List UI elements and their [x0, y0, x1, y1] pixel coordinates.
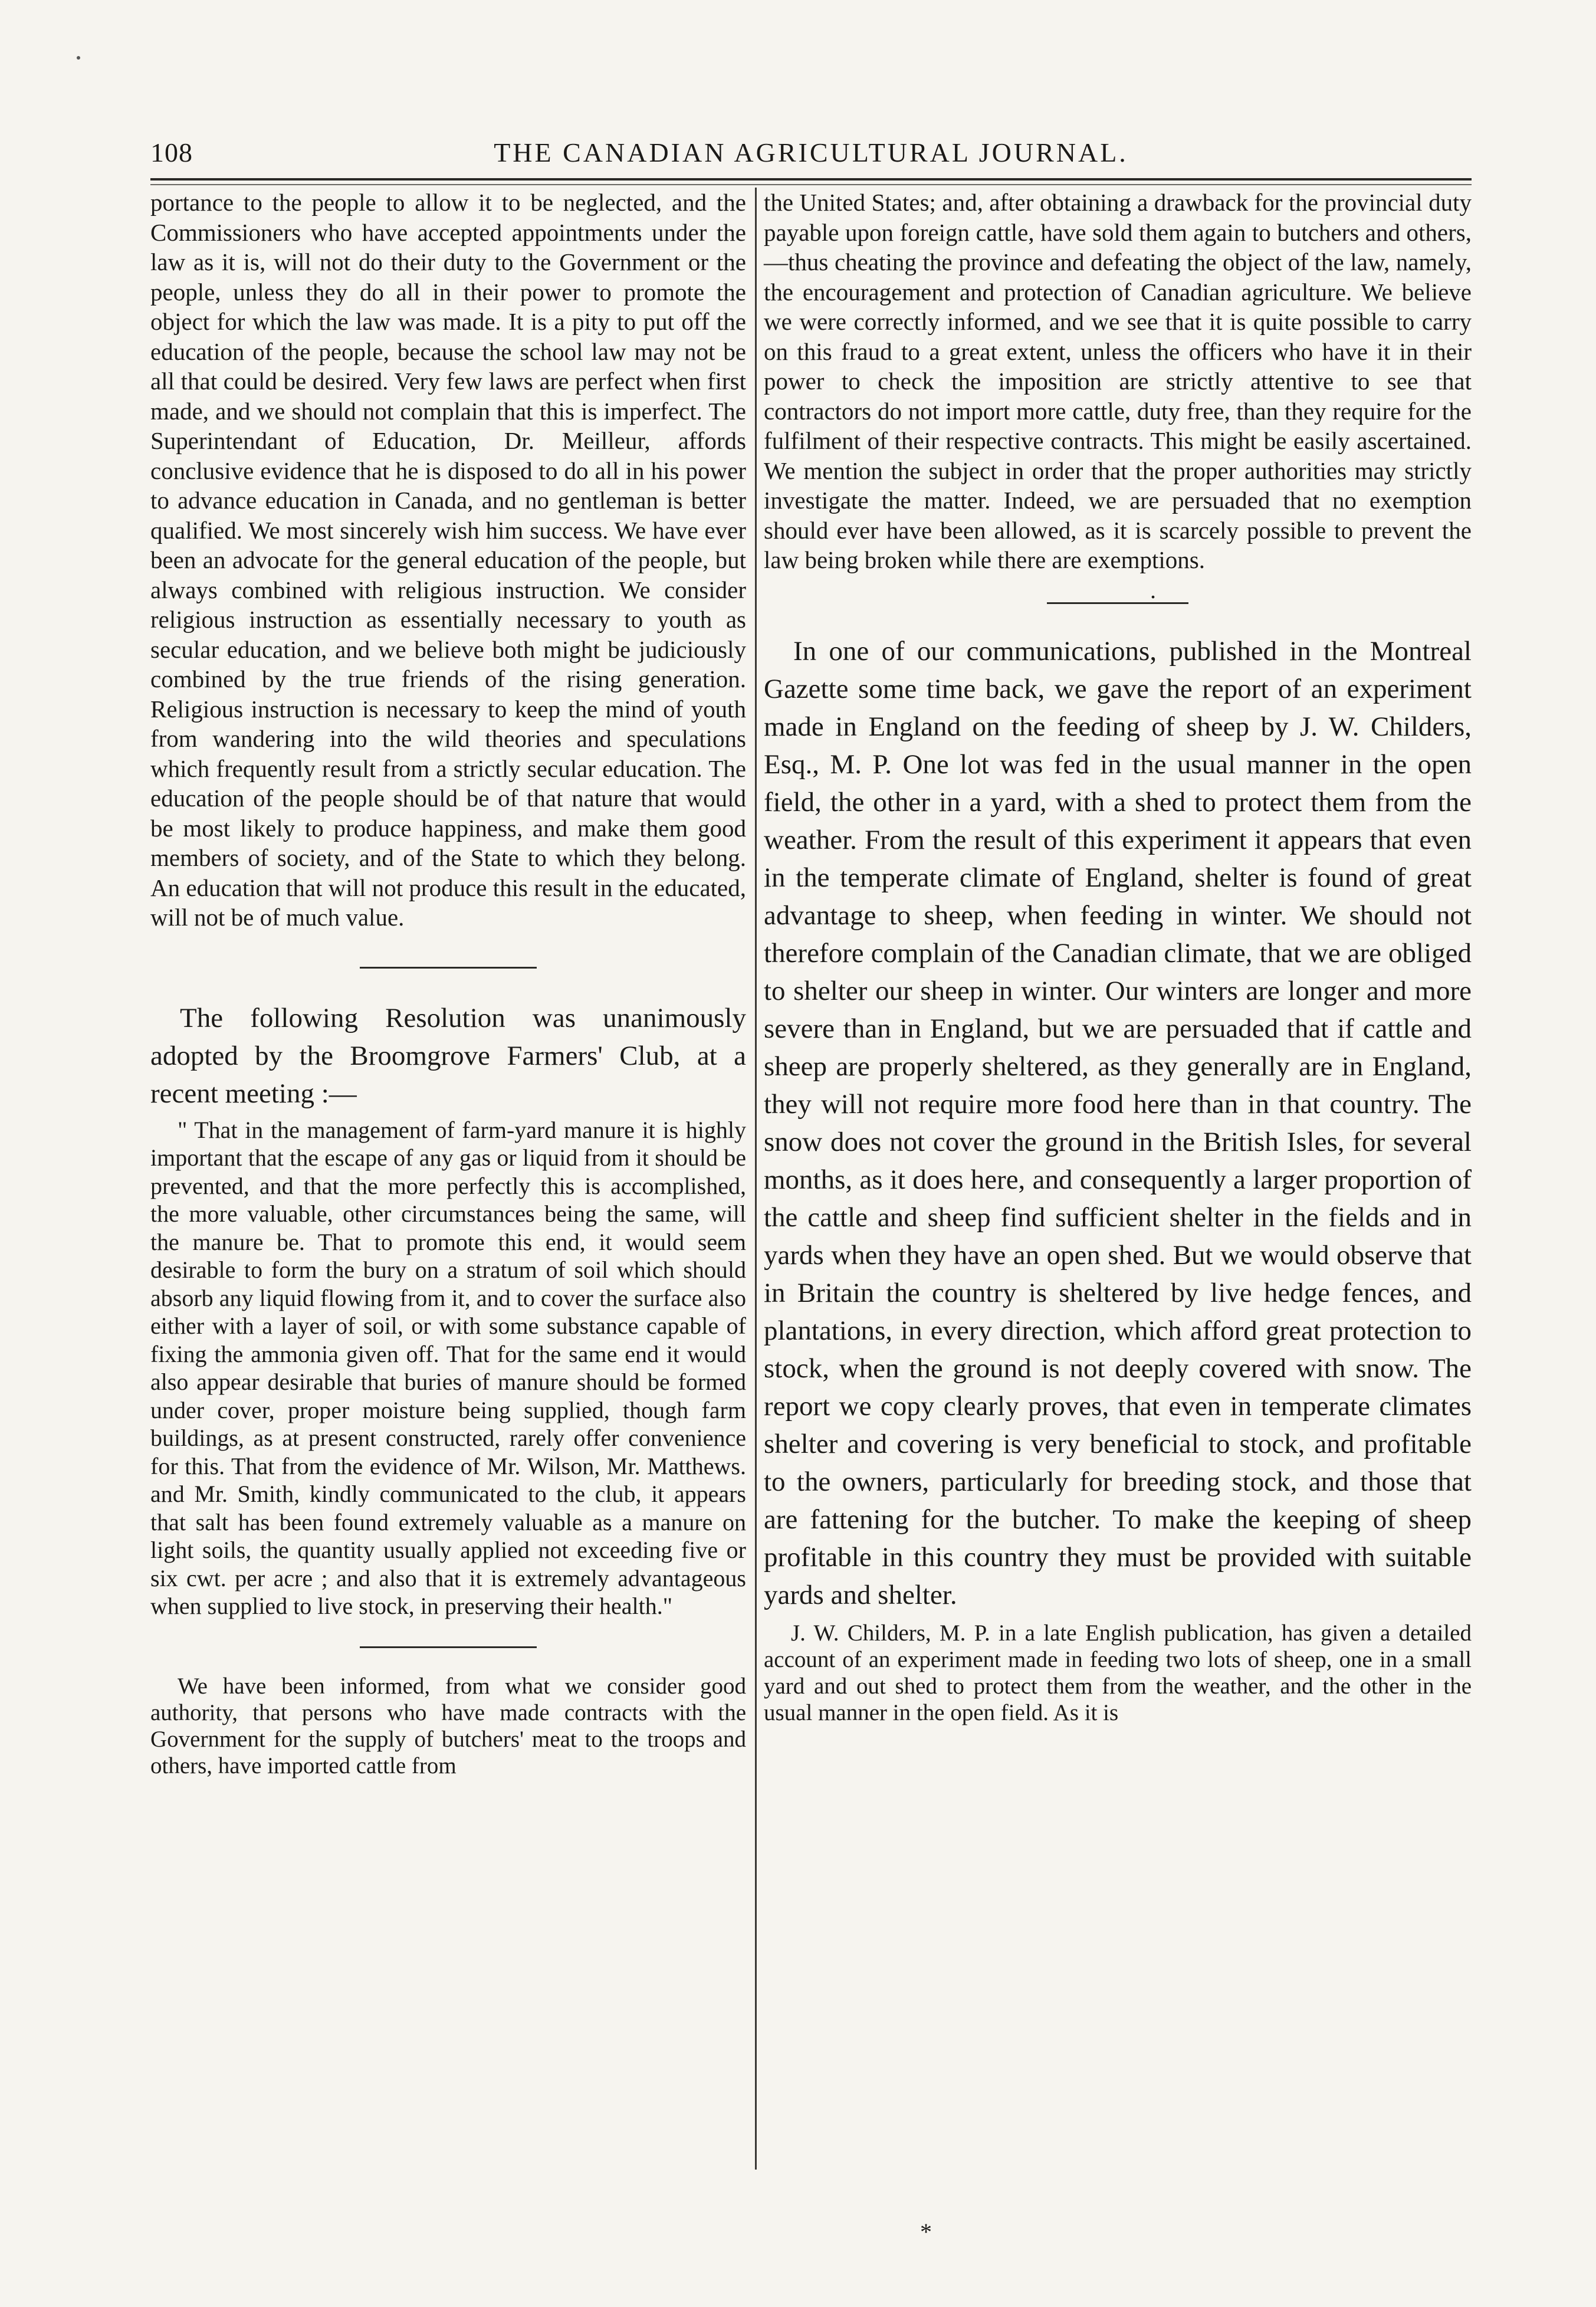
section-separator-rule	[1047, 602, 1188, 604]
section-separator-rule	[360, 1646, 537, 1648]
contracts-paragraph: We have been informed, from what we consider good authority, that persons who have made contracts with the Government for the supply of butchers' meat to the troops and others, have imported cattle from	[150, 1673, 746, 1778]
page-header	[150, 137, 1472, 178]
left-column	[150, 188, 746, 1779]
paper-speck	[77, 56, 80, 60]
right-column	[764, 188, 1472, 1726]
journal-title: THE CANADIAN AGRICULTURAL JOURNAL.	[494, 137, 1128, 168]
sheep-shelter-paragraph: In one of our communications, published in the Montreal Gazette some time back, we gave the report of an experiment made in England on the feeding of sheep by J. W. Childers, Esq., M. P. One lot was fed in the usual manner in the open field, the other in a yard, with a shed to protect them from the weather. From the result of this experiment it appears that even in the temperate climate of England, shelter is found of great advantage to sheep, when feeding in winter. We should not therefore complain of the Canadian climate, that we are obliged to shelter our sheep in winter. Our winters are longer and more severe than in England, but we are persuaded that if cattle and sheep are properly sheltered, as they generally are in England, they will not require more food here than in that country. The snow does not cover the ground in the British Isles, for several months, as it does here, and consequently a larger proportion of the cattle and sheep find sufficient shelter in the fields and in yards when they have an open shed. But we would observe that in Britain the country is sheltered by live hedge fences, and plantations, in every direction, which afford great protection to stock, when the ground is not deeply covered with snow. The report we copy clearly proves, that even in temperate climates shelter and covering is very beneficial to stock, and profitable to the owners, particularly for breeding stock, and those that are fattening for the butcher. To make the keeping of sheep profitable in this country they must be provided with suitable yards and shelter.	[764, 635, 1472, 1610]
column-divider	[755, 188, 757, 2170]
page-number: 108	[150, 137, 193, 168]
section-separator-dot: .	[1150, 576, 1156, 603]
section-separator-rule	[360, 967, 537, 969]
footer-mark: *	[920, 2219, 932, 2245]
header-rule	[150, 178, 1472, 181]
resolution-intro: The following Resolution was unanimously adopted by the Broomgrove Farmers' Club, at a recent meeting :—	[150, 1002, 746, 1109]
education-paragraph: portance to the people to allow it to be neglected, and the Commissioners who have accepted appointments under the law as it is, will not do their duty to the Government or the people, unless they do all in their power to promote the object for which the law was made. It is a pity to put off the education of the people, because the school law may not be all that could be desired. Very few laws are perfect when first made, and we should not complain that this is imperfect. The Superintendant of Education, Dr. Meilleur, affords conclusive evidence that he is disposed to do all in his power to advance education in Canada, and no gentleman is better qualified. We most sincerely wish him success. We have ever been an advocate for the general education of the people, but always combined with religious instruction. We consider religious instruction as essentially necessary to youth as secular education, and we believe both might be judiciously combined by the true friends of the rising generation. Religious instruction is necessary to keep the mind of youth from wandering into the wild theories and speculations which frequently result from a strictly secular education. The education of the people should be of that nature that would be most likely to produce happiness, and make them good members of society, and of the State to which they belong. An education that will not produce this result in the educated, will not be of much value.	[150, 189, 746, 931]
header-rule-thin	[150, 184, 1472, 185]
childers-paragraph: J. W. Childers, M. P. in a late English publication, has given a detailed account of an experiment made in feeding two lots of sheep, one in a small yard and out shed to protect them from the weather, and the other in the usual manner in the open field. As it is	[764, 1620, 1472, 1725]
cattle-import-paragraph: the United States; and, after obtaining a drawback for the provincial duty payable upon foreign cattle, have sold them again to butchers and others,—thus cheating the province and defeating the object of the law, namely, the encouragement and protection of Canadian agriculture. We believe we were correctly informed, and we see that it is quite possible to carry on this fraud to a great extent, unless the officers who have it in their power to check the imposition are strictly attentive to see that contractors do not import more cattle, duty free, than they require for the fulfilment of their respective contracts. This might be easily ascertained. We mention the subject in order that the proper authorities may strictly investigate the matter. Indeed, we are persuaded that no exemption should ever have been allowed, as it is scarcely possible to prevent the law being broken while there are exemptions.	[764, 189, 1472, 573]
resolution-quote: " That in the management of farm-yard manure it is highly important that the escape of any gas or liquid from it should be prevented, and that the more perfectly this is accomplished, the more valuable, other circumstances being the same, will the manure be. That to promote this end, it would seem desirable to form the bury on a stratum of soil which should absorb any liquid flowing from it, and to cover the surface also either with a layer of soil, or with some substance capable of fixing the ammonia given off. That for the same end it would also appear desirable that buries of manure should be formed under cover, proper moisture being supplied, though farm buildings, as at present constructed, rarely offer convenience for this. That from the evidence of Mr. Wilson, Mr. Matthews. and Mr. Smith, kindly communicated to the club, it appears that salt has been found extremely valuable as a manure on light soils, the quantity usually applied not exceeding five or six cwt. per acre ; and also that it is extremely advantageous when supplied to live stock, in preserving their health."	[150, 1116, 746, 1619]
